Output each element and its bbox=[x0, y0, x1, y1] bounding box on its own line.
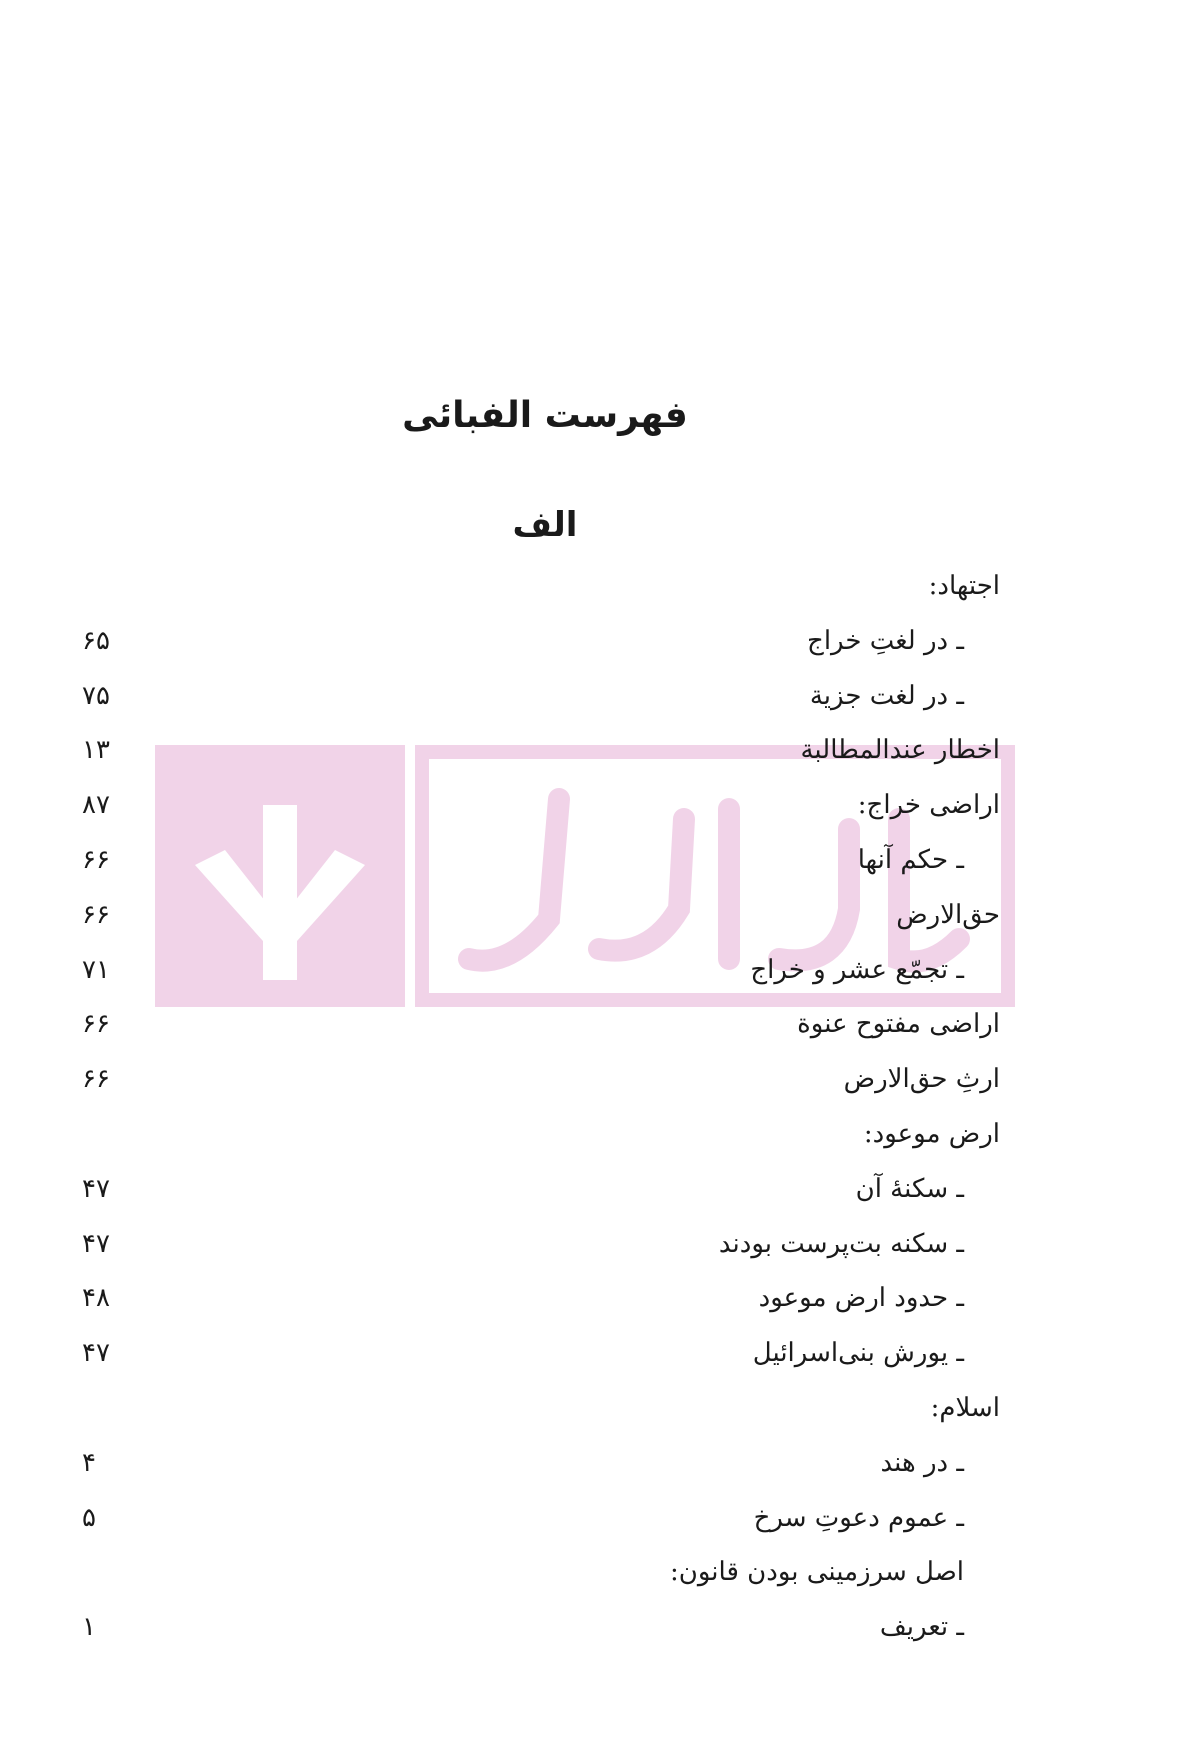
entry-term: ـ سکنه بت‌پرست بودند bbox=[718, 1228, 964, 1259]
entry-term: حق‌الارض bbox=[896, 899, 1000, 930]
entry-term: اجتهاد: bbox=[928, 571, 1000, 601]
index-entry bbox=[80, 729, 1000, 784]
index-entry bbox=[80, 1058, 1000, 1113]
entry-term: اراضی مفتوح عنوة bbox=[797, 1009, 1000, 1040]
entry-page: ۵ bbox=[82, 1502, 96, 1533]
entry-page: ۶۶ bbox=[82, 1009, 110, 1040]
entry-term: ـ حکم آنها bbox=[857, 844, 964, 875]
entry-term: ارض موعود: bbox=[863, 1118, 1000, 1149]
index-entry bbox=[80, 1497, 1000, 1552]
index-entry bbox=[80, 565, 1000, 620]
index-entry bbox=[80, 1332, 1000, 1387]
page-title: فهرست الفبائی bbox=[402, 395, 688, 436]
section-heading: الف bbox=[512, 505, 578, 545]
entry-term: ـ تجمّع عشر و خراج bbox=[750, 954, 964, 985]
entry-term: ـ در لغت جزیة bbox=[809, 680, 964, 711]
index-entry bbox=[80, 1606, 1000, 1661]
index-entry bbox=[80, 1113, 1000, 1168]
index-entry bbox=[80, 949, 1000, 1004]
entry-term: ارثِ حق‌الارض bbox=[843, 1064, 1000, 1095]
entry-page: ۷۱ bbox=[82, 954, 110, 985]
index-entry bbox=[80, 1277, 1000, 1332]
entry-page: ۶۶ bbox=[82, 1064, 110, 1095]
entry-page: ۸۷ bbox=[82, 790, 110, 821]
entry-page: ۴ bbox=[82, 1447, 96, 1478]
index-entry bbox=[80, 1168, 1000, 1223]
index-entry bbox=[80, 1551, 1000, 1606]
index-entry bbox=[80, 620, 1000, 675]
index-entry bbox=[80, 1223, 1000, 1278]
entry-term: ـ تعریف bbox=[879, 1612, 964, 1643]
entry-page: ۶۵ bbox=[82, 625, 110, 656]
index-entry bbox=[80, 1003, 1000, 1058]
index-entry bbox=[80, 784, 1000, 839]
entry-page: ۶۶ bbox=[82, 844, 110, 875]
index-list bbox=[80, 565, 1000, 1661]
entry-page: ۴۸ bbox=[82, 1283, 110, 1314]
entry-page: ۷۵ bbox=[82, 680, 110, 711]
entry-term: ـ در هند bbox=[880, 1447, 964, 1478]
entry-term: ـ عموم دعوتِ سرخ bbox=[753, 1502, 964, 1533]
entry-page: ۱ bbox=[82, 1612, 96, 1643]
entry-page: ۶۶ bbox=[82, 899, 110, 930]
entry-term: اصل سرزمینی بودن قانون: bbox=[670, 1557, 964, 1588]
index-entry bbox=[80, 675, 1000, 730]
entry-term: اخطار عندالمطالبة bbox=[800, 735, 1000, 766]
index-entry bbox=[80, 1442, 1000, 1497]
index-entry bbox=[80, 839, 1000, 894]
index-entry bbox=[80, 1387, 1000, 1442]
entry-term: ـ حدود ارض موعود bbox=[758, 1283, 964, 1314]
entry-term: ـ یورش بنی‌اسرائیل bbox=[752, 1338, 964, 1369]
entry-term: ـ سکنهٔ آن bbox=[855, 1173, 964, 1204]
entry-page: ۴۷ bbox=[82, 1173, 110, 1204]
entry-term: اراضی خراج: bbox=[857, 790, 1000, 821]
entry-page: ۴۷ bbox=[82, 1338, 110, 1369]
entry-page: ۱۳ bbox=[82, 735, 110, 766]
entry-term: اسلام: bbox=[930, 1392, 1000, 1423]
index-entry bbox=[80, 894, 1000, 949]
entry-term: ـ در لغتِ خراج bbox=[807, 625, 964, 656]
entry-page: ۴۷ bbox=[82, 1228, 110, 1259]
